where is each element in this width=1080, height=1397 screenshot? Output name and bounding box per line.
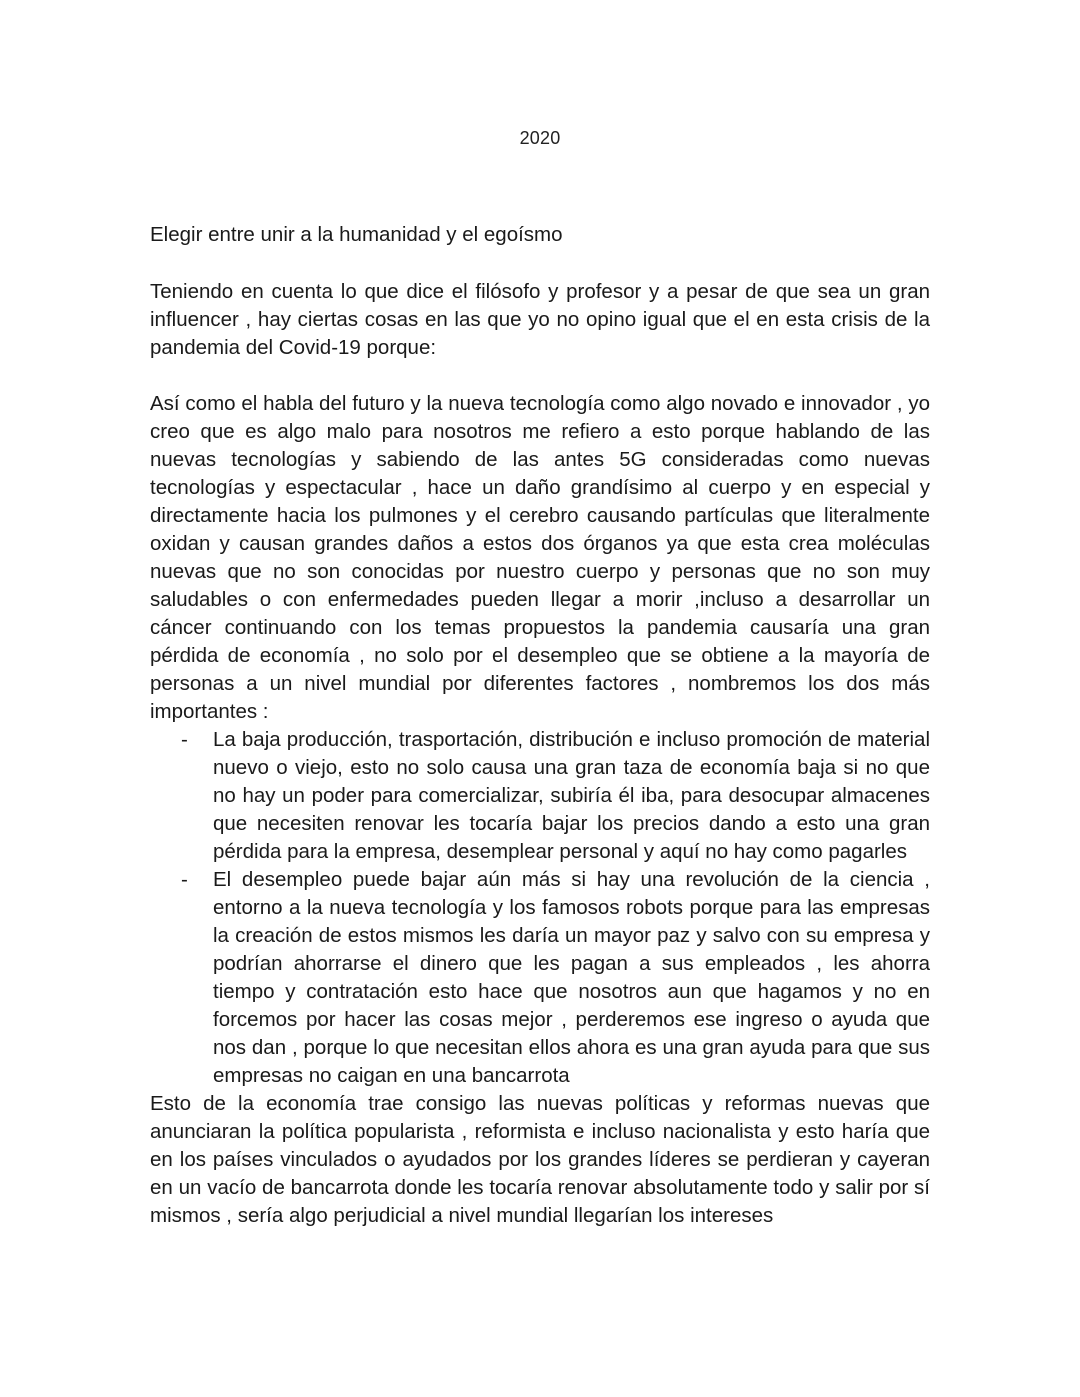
paragraph-economy: Esto de la economía trae consigo las nuevas políticas y reformas nuevas que anunciaran la política popularista , reformista e incluso nacionalista y esto haría que en los países vinculados o ayudados por los grandes líderes se perdieran y cayeran en un vacío de bancarrota donde les tocaría renovar absolutamente todo y salir por sí mismos , sería algo perjudicial a nivel mundial llegarían los intereses [150,1092,930,1227]
paragraph-intro: Teniendo en cuenta lo que dice el filósofo y profesor y a pesar de que sea un gran influencer , hay ciertas cosas en las que yo no opino igual que el en esta crisis de la pandemia del Covid-19 porque: [150,280,930,359]
document-title: Elegir entre unir a la humanidad y el egoísmo [150,223,563,246]
dash-bullet-icon: - [181,728,188,751]
bullet-item-unemployment [150,866,930,1090]
bullet-text: El desempleo puede bajar aún más si hay una revolución de la ciencia , entorno a la nueva tecnología y los famosos robots porque para las empresas la creación de estos mismos les daría un mayor paz y salvo con su empresa y podrían ahorrarse el dinero que les pagan a sus empleados , les ahorra tiempo y contratación esto hace que nosotros aun que hagamos y no en forcemos por hacer las cosas mejor , perderemos ese ingreso o ayuda que nos dan , porque lo que necesitan ellos ahora es una gran ayuda para que sus empresas no caigan en una bancarrota [213,868,930,1087]
bullet-text: La baja producción, trasportación, distribución e incluso promoción de material nuevo o viejo, esto no solo causa una gran taza de economía baja si no que no hay un poder para comercializar, subiría él iba, para desocupar almacenes que necesiten renovar les tocaría bajar los precios dando a esto una gran pérdida para la empresa, desemplear personal y aquí no hay como pagarles [213,728,930,863]
dash-bullet-icon: - [181,868,188,891]
bullet-list [150,726,930,1090]
document-body [150,278,930,1230]
page-header-year: 2020 [519,128,561,148]
bullet-item-production [150,726,930,866]
paragraph-spacer [150,362,930,390]
paragraph-technology: Así como el habla del futuro y la nueva tecnología como algo novado e innovador , yo creo que es algo malo para nosotros me refiero a esto porque hablando de las nuevas tecnologías y sabiendo de las antes 5G consideradas como nuevas tecnologías y espectacular , hace un daño grandísimo al cuerpo y en especial y directamente hacia los pulmones y el cerebro causando partículas que literalmente oxidan y causan grandes daños a estos dos órganos ya que esta crea moléculas nuevas que no son conocidas por nuestro cuerpo y personas que no son muy saludables o con enfermedades pueden llegar a morir ,incluso a desarrollar un cáncer continuando con los temas propuestos la pandemia causaría una gran pérdida de economía , no solo por el desempleo que se obtiene a la mayoría de personas a un nivel mundial por diferentes factores , nombremos los dos más importantes : [150,392,930,723]
